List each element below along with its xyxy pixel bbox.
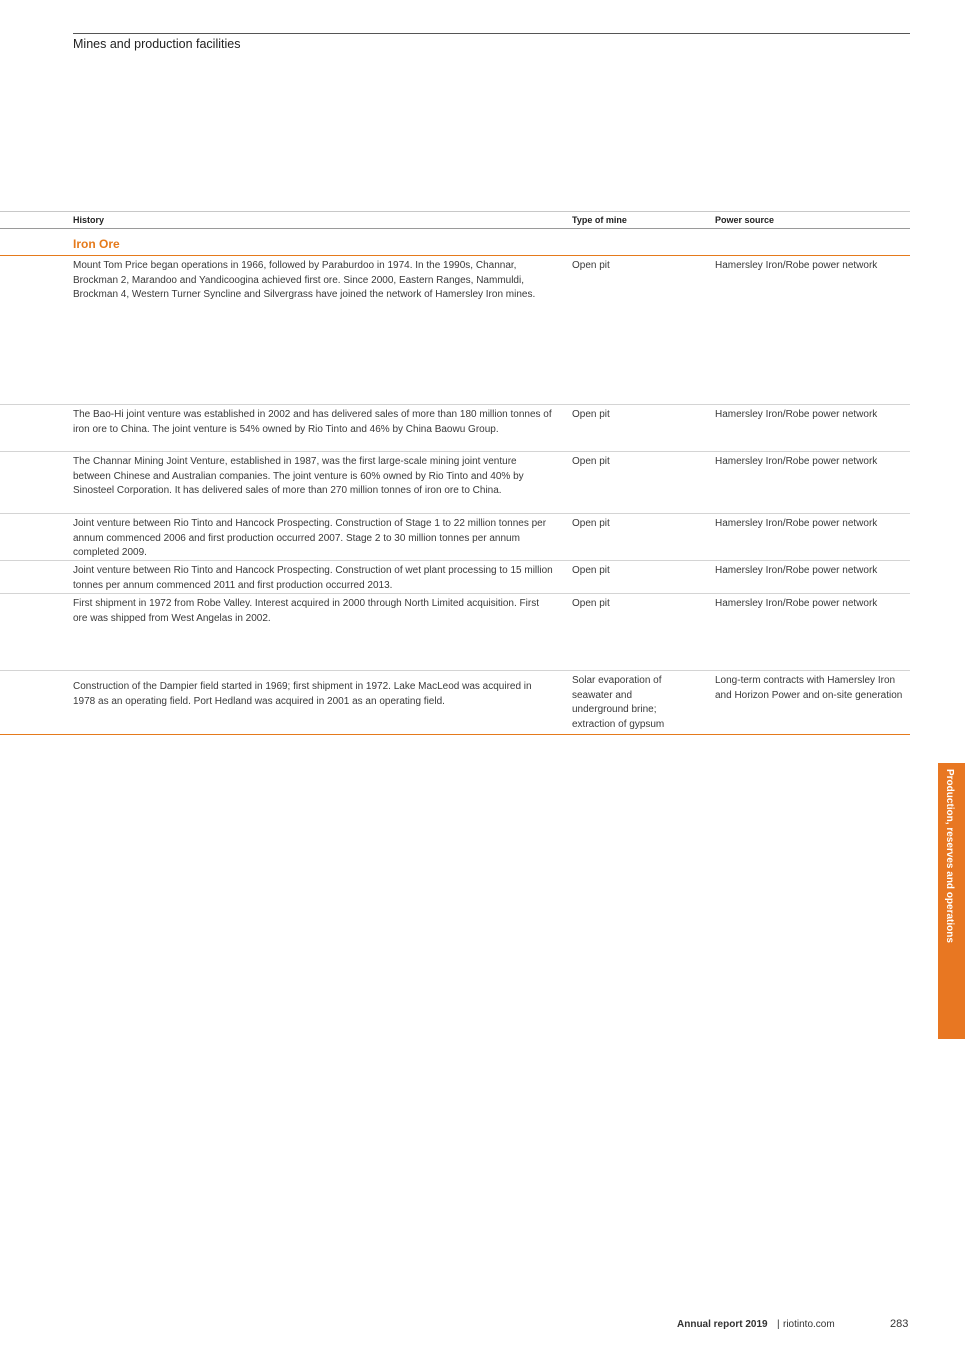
table-header — [0, 211, 910, 229]
table-row — [0, 561, 910, 594]
history-cell: The Channar Mining Joint Venture, established in 1987, was the first large-scale mining joint venture between Chinese and Australian companies. The joint venture is 60% owned by Rio Tinto and 40% by Sinosteel Corporation. It has delivered sales of more than 270 million tonnes of iron ore to China. — [73, 456, 524, 497]
column-header-history: History — [73, 215, 105, 225]
table-row — [0, 514, 910, 561]
type-cell: Open pit — [572, 260, 610, 271]
column-header-power: Power source — [715, 215, 775, 225]
history-cell: First shipment in 1972 from Robe Valley. Interest acquired in 2000 through North Limited acquisition. First ore was shipped from West Angelas in 2002. — [73, 598, 539, 624]
section-heading — [0, 229, 910, 256]
type-cell: Open pit — [572, 518, 610, 529]
section-title: Iron Ore — [73, 237, 120, 251]
type-cell: Open pit — [572, 565, 610, 576]
history-cell: The Bao-Hi joint venture was established in 2002 and has delivered sales of more than 180 million tonnes of iron ore to China. The joint venture is 54% owned by Rio Tinto and 46% by China Baowu Group. — [73, 409, 552, 435]
mines-table — [0, 211, 910, 735]
column-header-type: Type of mine — [572, 215, 627, 225]
power-cell: Hamersley Iron/Robe power network — [715, 409, 878, 420]
power-cell: Hamersley Iron/Robe power network — [715, 598, 878, 609]
footer-website[interactable]: riotinto.com — [783, 1319, 835, 1330]
power-cell: Hamersley Iron/Robe power network — [715, 518, 878, 529]
power-cell: Long-term contracts with Hamersley Iron and Horizon Power and on-site generation — [715, 675, 903, 701]
side-tab-label: Production, reserves and operations — [944, 769, 955, 943]
history-cell: Joint venture between Rio Tinto and Hancock Prospecting. Construction of Stage 1 to 22 million tonnes per annum commenced 2006 and first production occurred 2007. Stage 2 to 30 million tonnes per annum completed 2009. — [73, 518, 547, 559]
type-cell: Open pit — [572, 598, 610, 609]
history-cell: Construction of the Dampier field started in 1969; first shipment in 1972. Lake MacLeod was acquired in 1978 as an operating field. Port Hedland was acquired in 2001 as an operating field. — [73, 681, 532, 707]
table-row — [0, 594, 910, 671]
type-cell: Open pit — [572, 409, 610, 420]
power-cell: Hamersley Iron/Robe power network — [715, 456, 878, 467]
top-rule — [73, 33, 910, 34]
table-row — [0, 452, 910, 514]
footer-separator: | — [777, 1319, 780, 1330]
history-cell: Joint venture between Rio Tinto and Hancock Prospecting. Construction of wet plant processing to 15 million tonnes per annum commenced 2011 and first production occurred 2013. — [73, 565, 553, 591]
power-cell: Hamersley Iron/Robe power network — [715, 260, 878, 271]
type-cell: Open pit — [572, 456, 610, 467]
page-number: 283 — [890, 1318, 909, 1330]
page-title: Mines and production facilities — [73, 37, 241, 51]
table-row — [0, 405, 910, 452]
section-side-tab[interactable] — [938, 763, 965, 1039]
table-row — [0, 671, 910, 735]
type-cell: Solar evaporation of seawater and underground brine; extraction of gypsum — [572, 675, 665, 730]
table-row — [0, 256, 910, 405]
power-cell: Hamersley Iron/Robe power network — [715, 565, 878, 576]
footer-report-title: Annual report 2019 — [677, 1319, 768, 1330]
history-cell: Mount Tom Price began operations in 1966, followed by Paraburdoo in 1974. In the 1990s, Channar, Brockman 2, Marandoo and Yandicoogina achieved first ore. Since 2000, Eastern Ranges, Nammuldi, Brockman 4, Western Turner Syncline and Silvergrass have joined the network of Hamersley Iron mines. — [73, 260, 536, 301]
